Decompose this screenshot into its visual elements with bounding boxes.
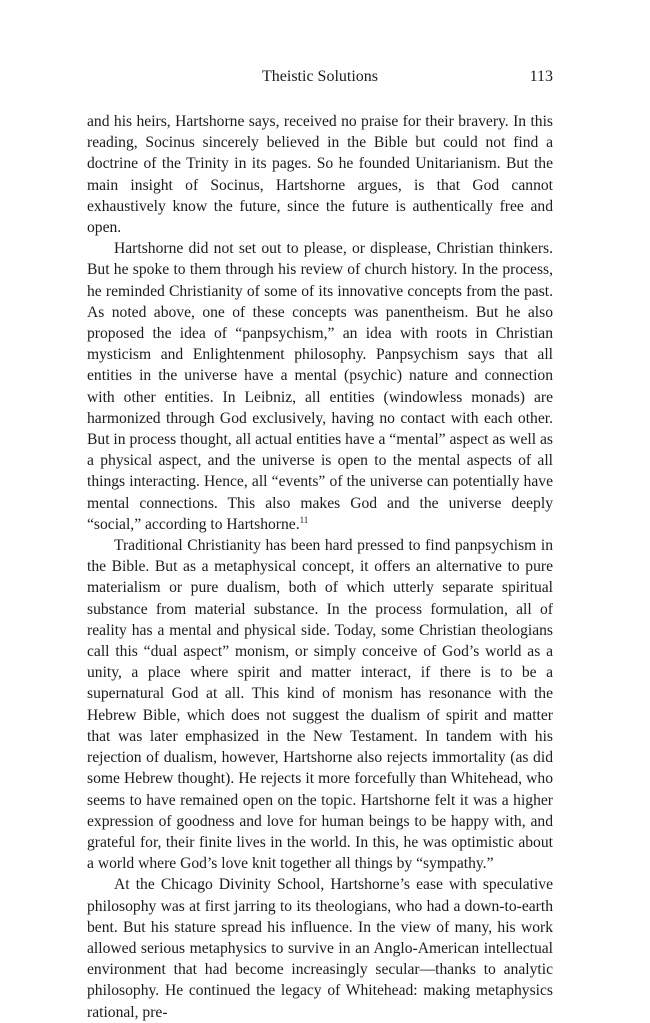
page-number: 113 [529, 68, 553, 85]
paragraph-text: Hartshorne did not set out to please, or displease, Christian thinkers. But he spoke to them through his review of church history. In the process, he reminded Christianity of some of its innovative concepts from the past. As noted above, one of these concepts was panentheism. But he also proposed the idea of “panpsychism,” an idea with roots in Christian mysticism and Enlightenment philosophy. Panpsychism says that all entities in the universe have a mental (psychic) nature and connection with other entities. In Leibniz, all entities (windowless monads) are harmonized through God exclusively, having no contact with each other. But in process thought, all actual entities have a “mental” aspect as well as a physical aspect, and the universe is open to the mental aspects of all things interacting. Hence, all “events” of the universe can potentially have mental connections. This also makes God and the universe deeply “social,” according to Hartshorne. [87, 240, 553, 533]
paragraph-text: and his heirs, Hartshorne says, received no praise for their bravery. In this reading, Socinus sincerely believed in the Bible but could not find a doctrine of the Trinity in its pages. So he founded Unitarianism. But the main insight of Socinus, Hartshorne argues, is that God cannot exhaustively know the future, since the future is authentically free and open. [87, 113, 553, 237]
paragraph [87, 535, 553, 874]
paragraph [87, 111, 553, 238]
footnote-marker: 11 [299, 514, 309, 525]
paragraph [87, 238, 553, 535]
paragraph [87, 874, 553, 1022]
running-head [87, 68, 553, 92]
chapter-title: Theistic Solutions [262, 68, 378, 85]
paragraph-text: Traditional Christianity has been hard pressed to find panpsychism in the Bible. But as a metaphysical concept, it offers an alternative to pure materialism or pure dualism, both of which utterly separate spiritual substance from material substance. In the process formulation, all of reality has a mental and physical side. Today, some Christian theologians call this “dual aspect” monism, or simply conceive of God’s world as a unity, a place where spirit and matter interact, if there is to be a supernatural God at all. This kind of monism has resonance with the Hebrew Bible, which does not suggest the dualism of spirit and matter that was later emphasized in the New Testament. In tandem with his rejection of dualism, however, Hartshorne also rejects immortality (as did some Hebrew thought). He rejects it more forcefully than Whitehead, who seems to have remained open on the topic. Hartshorne felt it was a higher expression of goodness and love for human beings to be happy with, and grateful for, their finite lives in the world. In this, he was optimistic about a world where God’s love knit together all things by “sympathy.” [87, 537, 553, 873]
paragraph-text: At the Chicago Divinity School, Hartshorne’s ease with speculative philosophy was at first jarring to its theologians, who had a down-to-earth bent. But his stature spread his influence. In the view of many, his work allowed serious metaphysics to survive in an Anglo-American intellectual environment that had become increasingly secular—thanks to analytic philosophy. He continued the legacy of Whitehead: making metaphysics rational, pre- [87, 876, 553, 1021]
body-text [87, 111, 553, 1023]
